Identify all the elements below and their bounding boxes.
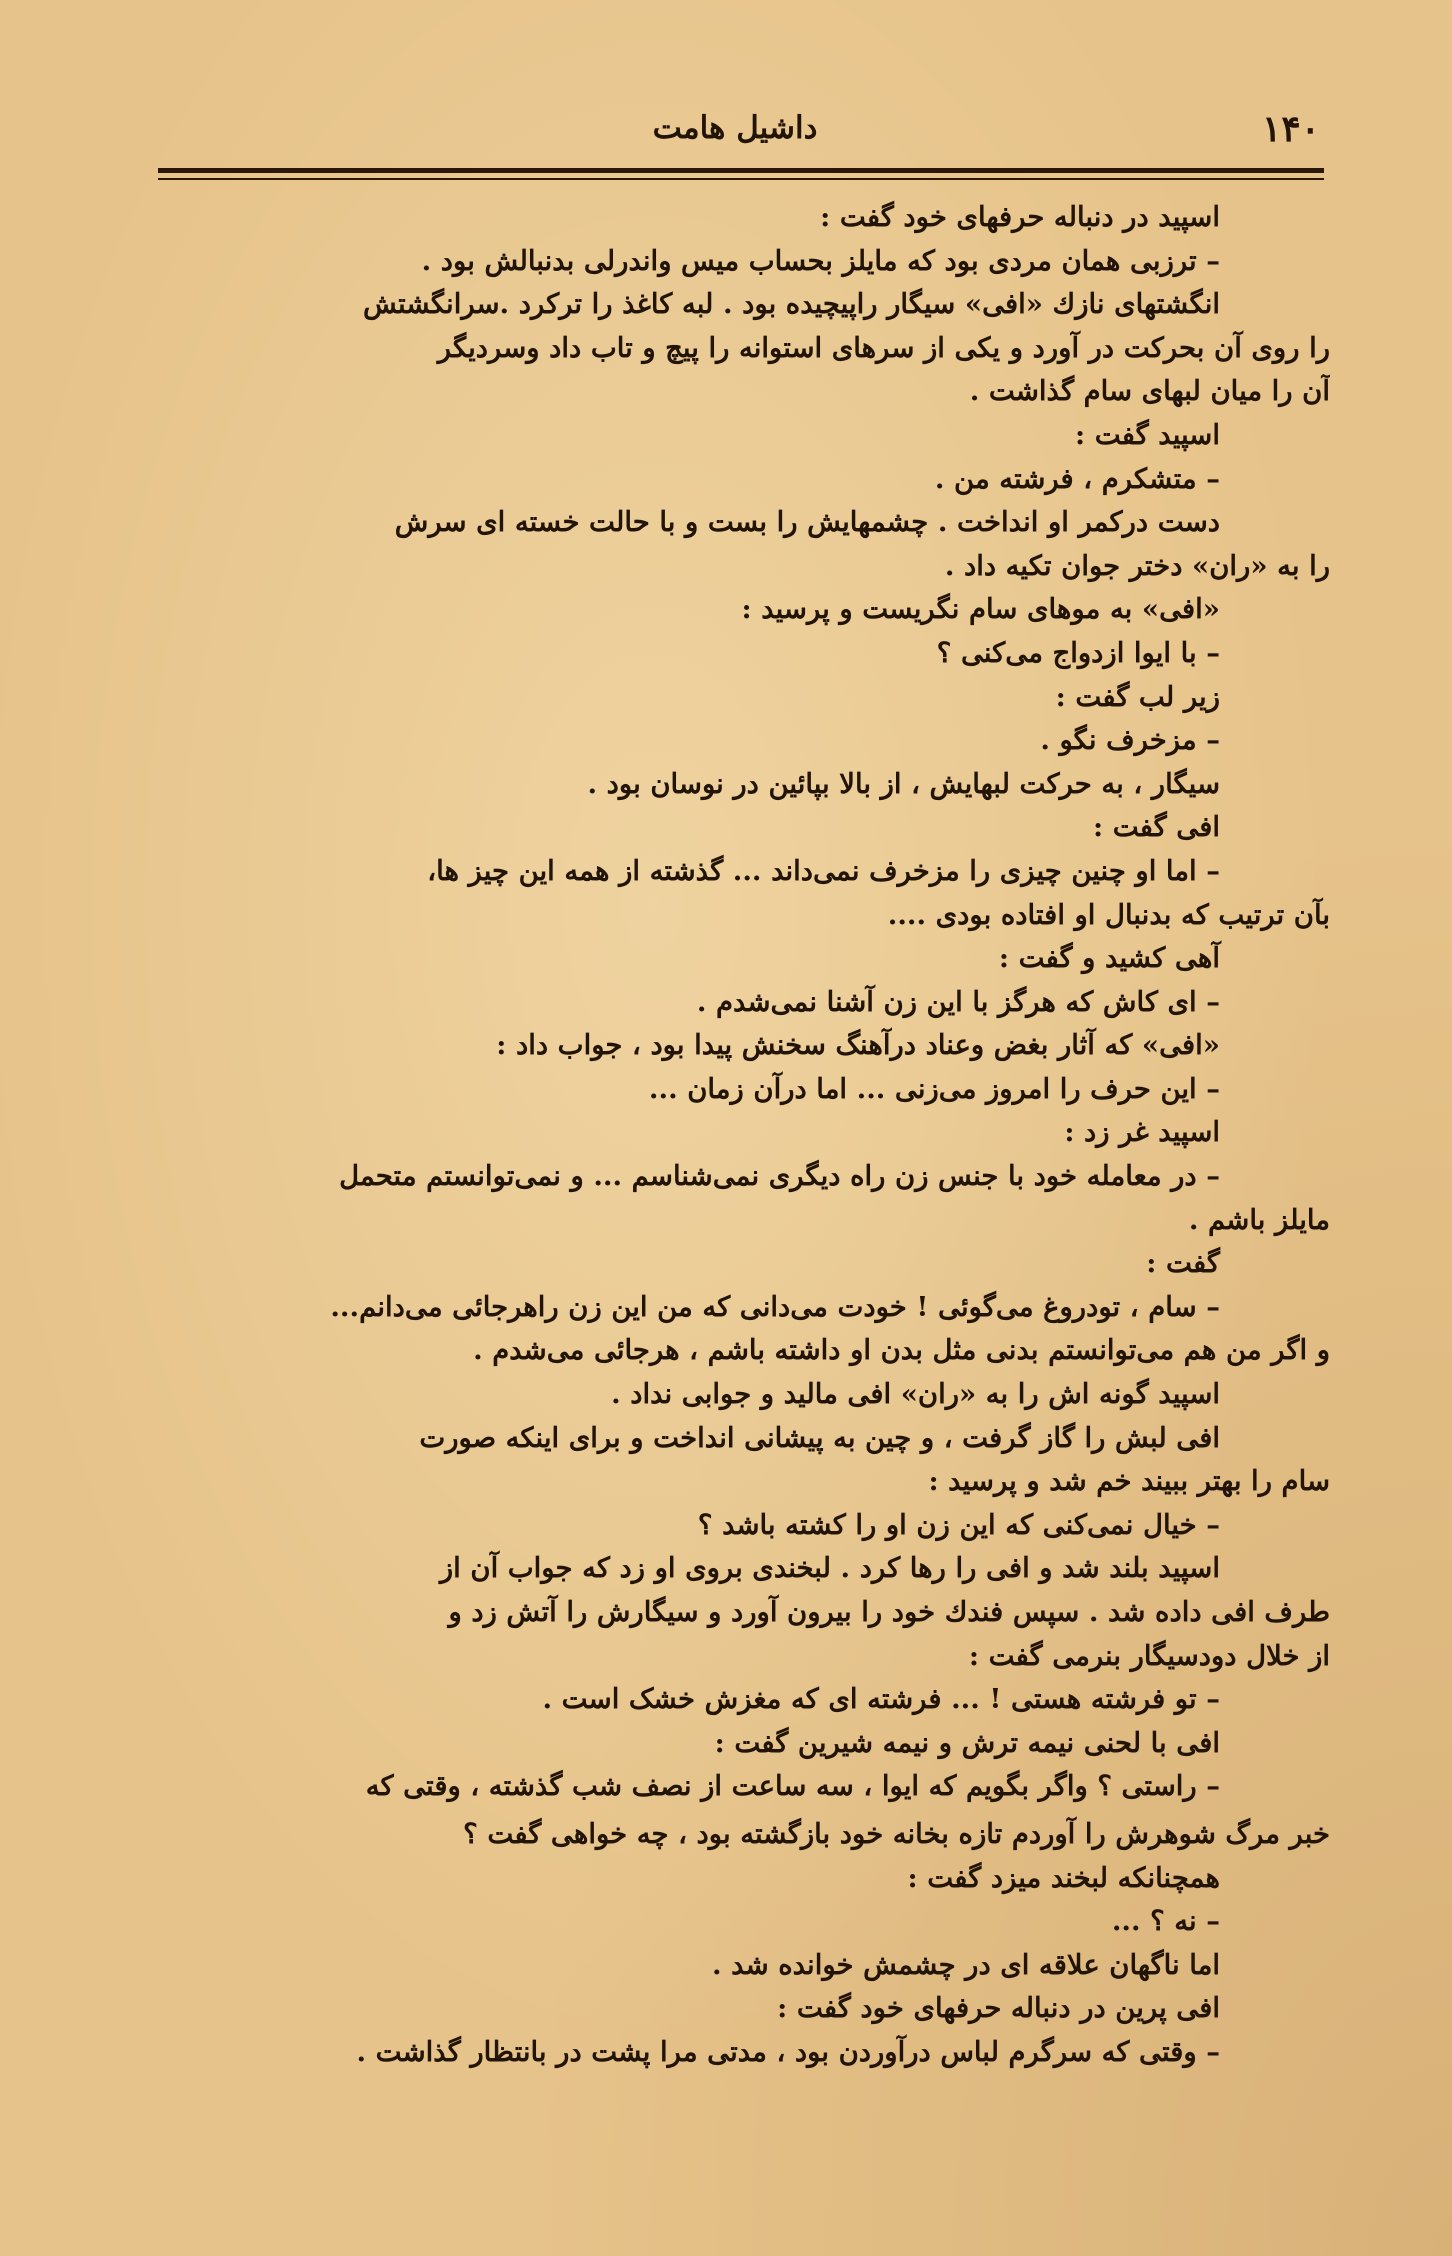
text-line: سام را بهتر ببیند خم شد و پرسید :	[928, 1465, 1330, 1498]
text-line: افی لبش را گاز گرفت ، و چین به پیشانی انداخت و برای اینکه صورت	[419, 1421, 1220, 1454]
text-line: خبر مرگ شوهرش را آوردم تازه بخانه خود بازگشته بود ، چه خواهی گفت ؟	[463, 1817, 1330, 1850]
text-line: زیر لب گفت :	[1055, 680, 1220, 713]
text-line: – این حرف را امروز می‌زنی ... اما درآن زمان ...	[648, 1072, 1220, 1105]
header-rule	[158, 168, 1324, 173]
text-line: آهی کشید و گفت :	[998, 942, 1220, 975]
text-line: اسپید در دنباله حرفهای خود گفت :	[820, 201, 1220, 233]
text-line: طرف افی داده شد . سپس فندك خود را بیرون آورد و سیگارش را آتش زد و	[448, 1596, 1330, 1628]
text-line: بآن ترتیب که بدنبال او افتاده بودی ....	[887, 898, 1330, 931]
header-rule-thin	[158, 178, 1324, 180]
text-line: افی گفت :	[1092, 811, 1220, 844]
text-line: – تو فرشته هستی ! ... فرشته ای که مغزش خشک است .	[542, 1683, 1220, 1716]
page-header	[150, 100, 1320, 160]
text-line: – نه ؟ ...	[1111, 1905, 1220, 1938]
text-line: – در معامله خود با جنس زن راه دیگری نمی‌شناسم ... و نمی‌توانستم متحمل	[339, 1160, 1220, 1193]
text-line: را به «ران» دختر جوان تکیه داد .	[944, 549, 1330, 582]
text-line: گفت :	[1146, 1247, 1220, 1280]
text-line: اسپید غر زد :	[1064, 1116, 1220, 1149]
text-line: – با ایوا ازدواج می‌کنی ؟	[936, 636, 1220, 669]
running-title: داشیل هامت	[652, 110, 818, 146]
text-line: افی پرین در دنباله حرفهای خود گفت :	[777, 1992, 1220, 2025]
text-line: از خلال دودسیگار بنرمی گفت :	[968, 1639, 1330, 1672]
text-line: – ترزبی همان مردی بود که مایلز بحساب میس واندرلی بدنبالش بود .	[421, 244, 1220, 277]
text-line: – ای کاش که هرگز با این زن آشنا نمی‌شدم .	[696, 985, 1220, 1018]
text-line: اسپید بلند شد و افی را رها کرد . لبخندی بروی او زد که جواب آن از	[439, 1552, 1220, 1585]
text-line: اما ناگهان علاقه ای در چشمش خوانده شد .	[712, 1948, 1220, 1981]
page-number: ۱۴۰	[1261, 108, 1320, 150]
text-line: همچنانکه لبخند میزد گفت :	[907, 1861, 1220, 1894]
text-line: «افی» به موهای سام نگریست و پرسید :	[741, 593, 1220, 626]
text-line: «افی» که آثار بغض وعناد درآهنگ سخنش پیدا بود ، جواب داد :	[496, 1029, 1220, 1062]
text-line: – سام ، تودروغ می‌گوئی ! خودت می‌دانی که من این زن راهرجائی می‌دانم...	[330, 1290, 1220, 1323]
text-line: سیگار ، به حرکت لبهایش ، از بالا بپائین در نوسان بود .	[587, 767, 1220, 800]
text-line: اسپید گونه اش را به «ران» افی مالید و جوابی نداد .	[611, 1378, 1220, 1411]
text-line: – وقتی که سرگرم لباس درآوردن بود ، مدتی مرا پشت در بانتظار گذاشت .	[356, 2035, 1220, 2068]
text-line: مایلز باشم .	[1188, 1203, 1330, 1236]
text-line: – راستی ؟ واگر بگویم که ایوا ، سه ساعت از نصف شب گذشته ، وقتی که	[365, 1770, 1220, 1803]
text-line: اسپید گفت :	[1074, 418, 1220, 451]
text-line: – خیال نمی‌کنی که این زن او را کشته باشد ؟	[697, 1508, 1220, 1541]
text-line: و اگر من هم می‌توانستم بدنی مثل بدن او داشته باشم ، هرجائی می‌شدم .	[473, 1334, 1330, 1367]
text-line: – مزخرف نگو .	[1040, 724, 1220, 757]
text-line: دست درکمر او انداخت . چشمهایش را بست و با حالت خسته ای سرش	[394, 506, 1220, 539]
text-line: را روی آن بحرکت در آورد و یکی از سرهای استوانه را پیچ و تاب داد وسردیگر	[437, 331, 1330, 364]
text-line: انگشتهای نازك «افی» سیگار راپیچیده بود . لبه کاغذ را ترکرد .سرانگشتش	[362, 288, 1220, 321]
body-text	[145, 196, 1330, 2075]
text-line: – اما او چنین چیزی را مزخرف نمی‌داند ... گذشته از همه این چیز ها،	[427, 854, 1220, 887]
text-line: – متشکرم ، فرشته من .	[934, 462, 1220, 495]
text-line: افی با لحنی نیمه ترش و نیمه شیرین گفت :	[714, 1726, 1220, 1759]
text-line: آن را میان لبهای سام گذاشت .	[969, 375, 1330, 408]
